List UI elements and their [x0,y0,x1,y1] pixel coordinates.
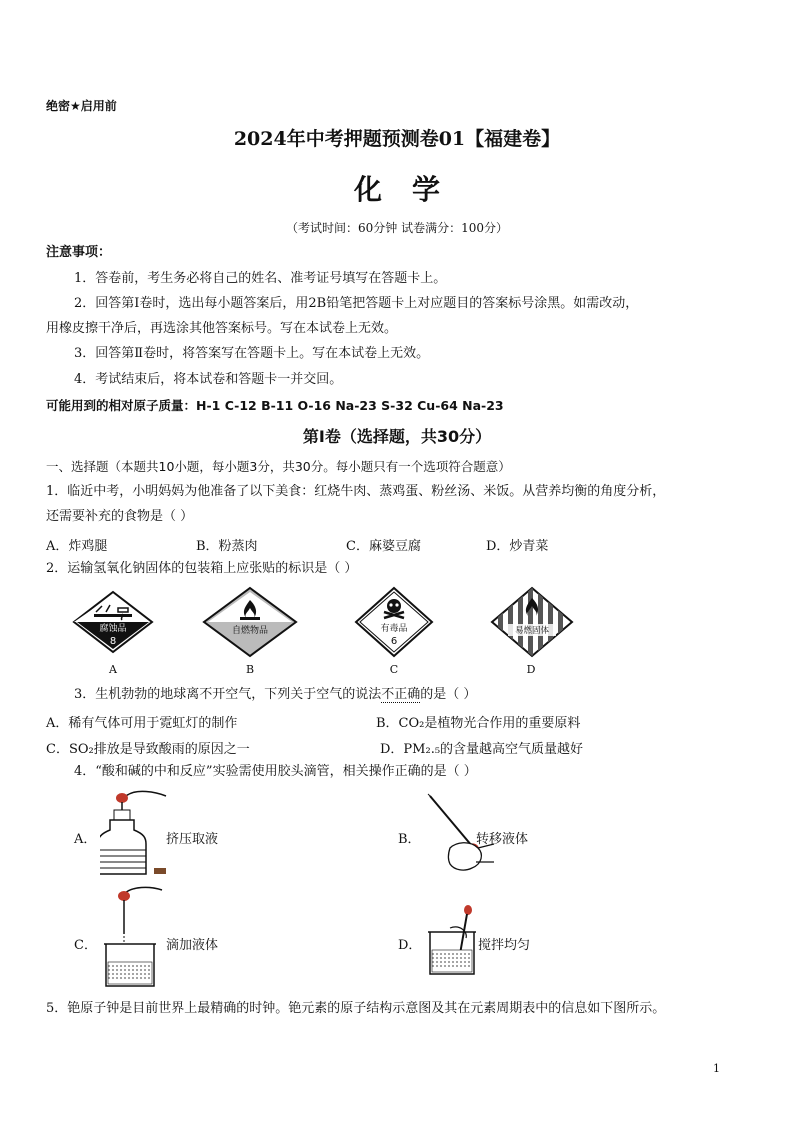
note-item-1: 1．答卷前，考生务必将自己的姓名、准考证号填写在答题卡上。 [74,271,447,286]
q4-option-c-label: 滴加液体 [166,938,219,953]
sign-c-caption: C [389,663,399,676]
sign-c-number: 6 [390,636,398,647]
q3-option-b: B．CO₂是植物光合作用的重要原料 [376,716,581,731]
exam-time-score: （考试时间：60分钟 试卷满分：100分） [286,221,508,235]
sign-d-caption: D [526,663,536,676]
q3-emphasis: 不正确 [381,687,421,702]
q1-option-a: A．炸鸡腿 [46,539,108,554]
dropping-liquid-beaker-icon [100,884,166,990]
q1-option-c: C．麻婆豆腐 [346,539,421,554]
q4-option-d-label: 搅拌均匀 [478,938,531,953]
atomic-masses: 可能用到的相对原子质量：H-1 C-12 B-11 O-16 Na-23 S-32 Cu-64 Na-23 [46,398,504,413]
exam-title: 2024年中考押题预测卷01【福建卷】 [233,128,561,150]
note-item-2a: 2．回答第Ⅰ卷时，选出每小题答案后，用2B铅笔把答题卡上对应题目的答案标号涂黑。如需改动， [74,296,639,311]
q3-option-d: D．PM₂.₅的含量越高空气质量越好 [380,742,584,757]
page-number: 1 [713,1062,720,1075]
q4-option-c-letter: C． [74,938,97,953]
sign-d-label: 易燃固体 [514,626,550,636]
note-item-4: 4．考试结束后，将本试卷和答题卡一并交回。 [74,372,343,387]
notes-heading: 注意事项： [46,245,112,260]
q4-option-b-letter: B． [398,832,421,847]
q1-stem-line2: 还需要补充的食物是（ ） [46,509,194,524]
flammable-sign-icon [202,586,298,658]
sign-b-caption: B [245,663,255,676]
q1-option-b: B．粉蒸肉 [196,539,258,554]
q3-option-c: C．SO₂排放是导致酸雨的原因之一 [46,742,250,757]
section-instructions: 一、选择题（本题共10小题，每小题3分，共30分。每小题只有一个选项符合题意） [46,459,511,474]
q4-option-b-label: 转移液体 [476,832,529,847]
sign-a-label: 腐蚀品 [99,624,127,634]
stirring-beaker-icon [424,900,480,980]
note-item-3: 3．回答第Ⅱ卷时，将答案写在答题卡上。写在本试卷上无效。 [74,346,430,361]
q2-stem: 2．运输氢氧化钠固体的包装箱上应张贴的标识是（ ） [46,561,358,576]
q4-option-a-label: 挤压取液 [166,832,219,847]
confidential-mark: 绝密★启用前 [46,99,117,113]
sign-c-label: 有毒品 [380,624,408,634]
sign-a-number: 8 [109,636,117,647]
section-title: 第I卷（选择题，共30分） [302,427,492,446]
note-item-2b: 用橡皮擦干净后，再选涂其他答案标号。写在本试卷上无效。 [46,321,398,336]
sign-a-caption: A [109,663,117,676]
q5-stem: 5．铯原子钟是目前世界上最精确的时钟。铯元素的原子结构示意图及其在元素周期表中的信息如下图所示。 [46,1001,666,1016]
q1-stem-line1: 1．临近中考，小明妈妈为他准备了以下美食：红烧牛肉、蒸鸡蛋、粉丝汤、米饭。从营养均衡的角度分析， [46,484,666,499]
sign-b-label: 自燃物品 [231,626,269,636]
q1-option-d: D．炒青菜 [486,539,549,554]
flammable-solid-sign-icon [490,586,574,658]
q4-option-d-letter: D． [398,938,422,953]
squeeze-dropper-bottle-icon [100,788,168,880]
q4-option-a-letter: A． [74,832,97,847]
corrosive-sign-icon [72,590,154,654]
q4-stem: 4．“酸和碱的中和反应”实验需使用胶头滴管，相关操作正确的是（ ） [74,764,477,779]
q3-option-a: A．稀有气体可用于霓虹灯的制作 [46,716,238,731]
toxic-sign-icon [354,586,434,658]
q3-stem: 3．生机勃勃的地球离不开空气，下列关于空气的说法不正确的是（ ） [74,687,477,702]
subject-title: 化学 [353,173,470,206]
